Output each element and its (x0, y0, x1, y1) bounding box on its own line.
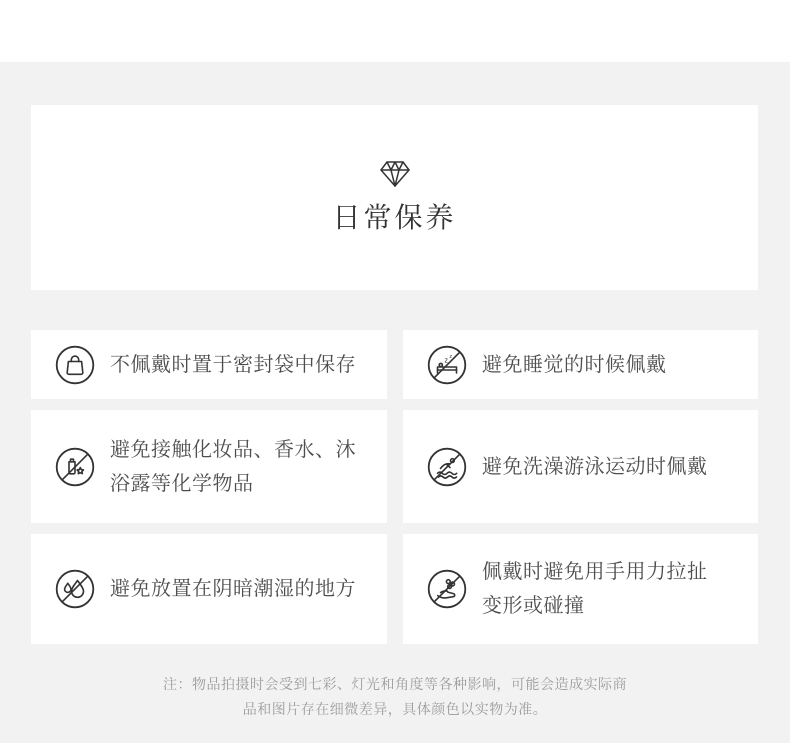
footer-note-line-1: 注：物品拍摄时会受到七彩、灯光和角度等各种影响，可能会造成实际商 (163, 676, 627, 692)
top-white-strip (0, 0, 790, 62)
card-no-swimming (403, 410, 758, 523)
diamond-icon (379, 160, 411, 188)
page-title: 日常保养 (332, 202, 457, 233)
storage-bag-icon (55, 345, 95, 385)
header-section (31, 105, 758, 290)
card-no-pulling (403, 534, 758, 644)
no-damp-icon (55, 569, 95, 609)
card-no-cosmetics (31, 410, 387, 523)
no-pulling-icon (427, 569, 467, 609)
card-text: 佩戴时避免用手用力拉扯变形或碰撞 (482, 561, 708, 617)
footer-note-line-2: 品和图片存在细微差异，具体颜色以实物为准。 (242, 701, 548, 717)
footer-note (0, 672, 790, 722)
card-no-sleeping (403, 330, 758, 399)
no-swimming-icon (427, 447, 467, 487)
no-sleeping-icon (427, 345, 467, 385)
card-text: 避免洗澡游泳运动时佩戴 (482, 455, 708, 478)
card-text: 避免接触化妆品、香水、沐浴露等化学物品 (110, 438, 356, 495)
care-tips-grid (31, 330, 758, 644)
card-text: 不佩戴时置于密封袋中保存 (110, 353, 356, 376)
svg-text:z: z (444, 357, 448, 364)
svg-text:z: z (449, 353, 452, 360)
card-text: 避免放置在阴暗潮湿的地方 (110, 578, 356, 600)
no-cosmetics-icon (55, 447, 95, 487)
card-storage-bag (31, 330, 387, 399)
card-no-damp (31, 534, 387, 644)
card-text: 避免睡觉的时候佩戴 (482, 353, 667, 376)
